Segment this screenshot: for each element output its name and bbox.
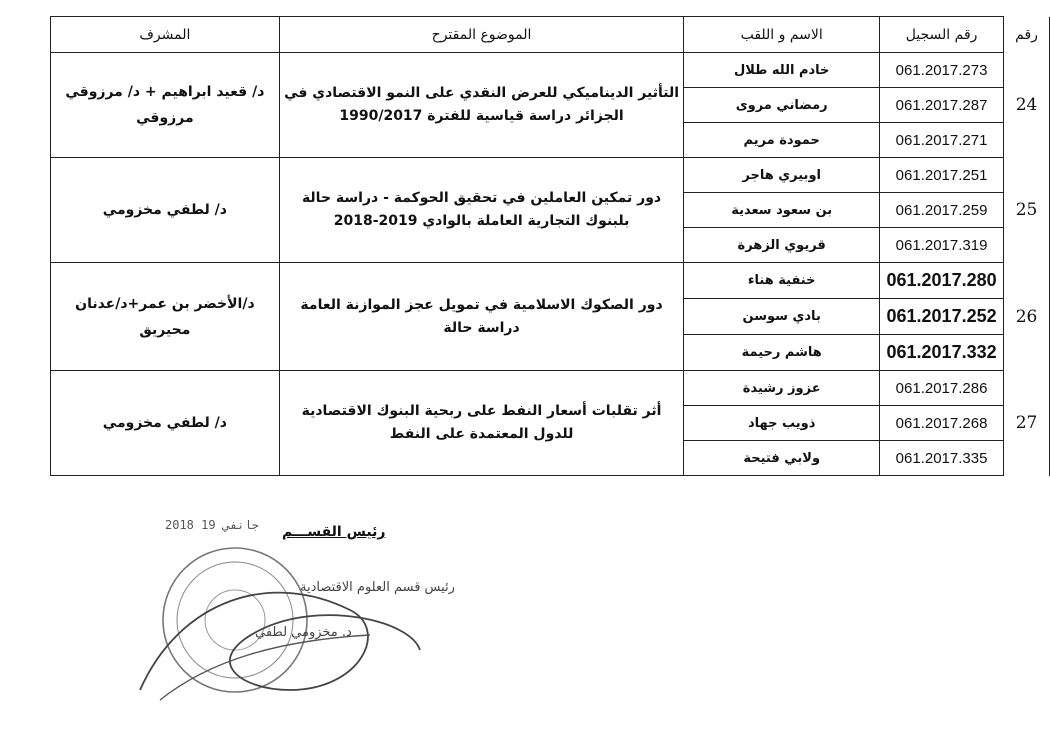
- department-head-title: رئيس القســـم: [282, 524, 386, 540]
- proposed-topic: دور تمكين العاملين في تحقيق الحوكمة - دراسة حالة بلبنوك التجارية العاملة بالوادي 2019-2018: [279, 158, 684, 263]
- header-name: الاسم و اللقب: [684, 17, 880, 53]
- registration-number: 061.2017.280: [880, 263, 1004, 299]
- registration-number: 061.2017.273: [880, 53, 1004, 88]
- proposed-topic: دور الصكوك الاسلامية في تمويل عجز الموازنة العامة دراسة حالة: [279, 263, 684, 371]
- table-row: [51, 158, 1050, 193]
- supervisor: د/ لطفي مخزومي: [51, 158, 280, 263]
- registration-number: 061.2017.286: [880, 371, 1004, 406]
- registration-number: 061.2017.251: [880, 158, 1004, 193]
- header-topic: الموضوع المقترح: [279, 17, 684, 53]
- header-registration: رقم السجيل: [880, 17, 1004, 53]
- registration-number: 061.2017.268: [880, 406, 1004, 441]
- registration-number: 061.2017.259: [880, 193, 1004, 228]
- proposed-topic: أثر تقلبات أسعار النفط على ربحية البنوك الاقتصادية للدول المعتمدة على النفط: [279, 371, 684, 476]
- registration-number: 061.2017.332: [880, 335, 1004, 371]
- student-name: خادم الله طلال: [684, 53, 880, 88]
- group-number: 24: [1004, 53, 1050, 158]
- header-supervisor: المشرف: [51, 17, 280, 53]
- stamp-name: د. مخزومي لطفي: [255, 625, 352, 640]
- table-row: [51, 371, 1050, 406]
- supervisor: د/ قعيد ابراهيم + د/ مرزوقي مرزوقي: [51, 53, 280, 158]
- registration-number: 061.2017.335: [880, 441, 1004, 476]
- supervisor: د/ لطفي مخزومي: [51, 371, 280, 476]
- header-number: رقم: [1004, 17, 1050, 53]
- supervisor: د/الأخضر بن عمر+د/عدنان محيريق: [51, 263, 280, 371]
- student-name: هاشم رحيمة: [684, 335, 880, 371]
- group-number: 25: [1004, 158, 1050, 263]
- registration-number: 061.2017.287: [880, 88, 1004, 123]
- registration-number: 061.2017.271: [880, 123, 1004, 158]
- group-number: 26: [1004, 263, 1050, 371]
- group-number: 27: [1004, 371, 1050, 476]
- student-name: عزوز رشيدة: [684, 371, 880, 406]
- student-name: حمودة مريم: [684, 123, 880, 158]
- proposed-topic: التأثير الديناميكي للعرض النقدي على النمو الاقتصادي في الجزائر دراسة قياسية للفترة 1990/2017: [279, 53, 684, 158]
- student-name: ذويب جهاد: [684, 406, 880, 441]
- thesis-topics-table: [50, 16, 1050, 476]
- table-row: [51, 263, 1050, 299]
- student-name: ولابي فتيحة: [684, 441, 880, 476]
- student-name: قريوي الزهرة: [684, 228, 880, 263]
- official-seal-icon: [120, 540, 440, 740]
- date-stamp: 2018 جانفي 19: [165, 518, 259, 532]
- student-name: اوبيري هاجر: [684, 158, 880, 193]
- signature-icon: [140, 593, 420, 690]
- student-name: بادي سوسن: [684, 299, 880, 335]
- registration-number: 061.2017.252: [880, 299, 1004, 335]
- stamp-text: رئيس قسم العلوم الاقتصادية: [300, 580, 455, 595]
- table-row: [51, 53, 1050, 88]
- student-name: رمضاني مروى: [684, 88, 880, 123]
- student-name: بن سعود سعدية: [684, 193, 880, 228]
- student-name: خنفية هناء: [684, 263, 880, 299]
- registration-number: 061.2017.319: [880, 228, 1004, 263]
